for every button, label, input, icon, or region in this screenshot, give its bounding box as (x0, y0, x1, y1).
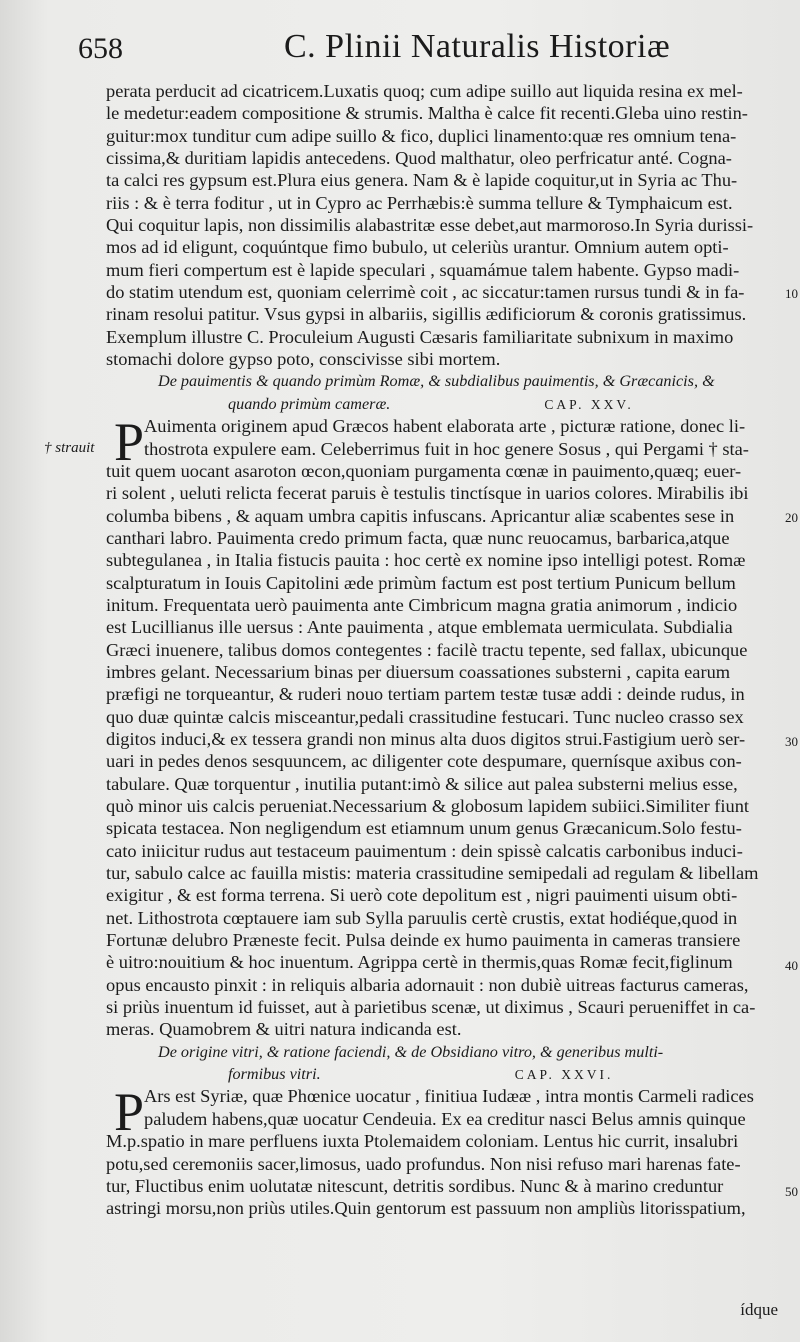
text-line: Græci inuenere, talibus domos contegentes : facilè tractu tepente, sed fallax, ubicunque (106, 639, 748, 660)
text-line: tur, sabulo calce ac fauilla mistis: materia crassitudine semipedali ad regulam & libellam (106, 863, 759, 884)
text-line: uari in pedes denos sesquuncem, ac diligenter cote despumare, quernísque axibus con- (106, 751, 742, 772)
page-header (78, 28, 718, 72)
line-number: 30 (785, 734, 798, 749)
text-line: mum fieri compertum est è lapide speculari , squamámue talem habente. Gypso madi- (106, 259, 740, 280)
text-line: riis : & è terra foditur , ut in Cypro ac Perrhæbis:è summa tellure & Tymphaicum est. (106, 192, 733, 213)
text-line: est Lucillianus ille uersus : Ante pauimenta , atque emblemata uermiculata. Subdialia (106, 617, 733, 638)
margin-note: † strauit (44, 440, 95, 456)
text-line: subtegulanea , in Italia fistucis pauita : hoc certè ex nomine ipso intelligi potest. Romæ (106, 550, 746, 571)
drop-capital: P (114, 1082, 145, 1143)
paragraph-gypsum (106, 80, 786, 370)
text-line: quo duæ quintæ calcis misceantur,pedali crassitudine festucari. Tunc nucleo crasso sex (106, 706, 744, 727)
running-title: C. Plinii Naturalis Historiæ (284, 28, 671, 65)
text-line: net. Lithostrota cœptauere iam sub Sylla paruulis certè crustis, extat hodiéque,quod in (106, 907, 738, 928)
text-line: guitur:mox tunditur cum adipe suillo & fico, duplici linamento:quæ res omnium tena- (106, 125, 737, 146)
text-line: astringi morsu,non priùs utiles.Quin gentorum est passuum non ampliùs litorisspatium, (106, 1198, 746, 1219)
drop-capital: P (114, 412, 145, 473)
folio-number: 658 (78, 32, 123, 65)
text-line: Qui coquitur lapis, non dissimilis alabastritæ esse debet,aut marmoroso.In Syria durissi- (106, 215, 754, 236)
chapter-summary-text: quando primùm cameræ. (228, 394, 391, 413)
text-line: scalpturatum in Iouis Capitolini æde primùm factum est post tertium Punicum bellum (106, 572, 736, 593)
text-line: le medetur:eadem compositione & strumis. Maltha è calce fit recenti.Gleba uino restin- (106, 103, 748, 124)
chapter-summary-cont (106, 1063, 786, 1085)
text-line: stomachi dolore gypso poto, conscivisse sibi mortem. (106, 349, 501, 370)
text-line: Exemplum illustre C. Proculeium Augusti Cæsaris familiaritate subnixum in maximo (106, 326, 734, 347)
text-line: do statim utendum est, quoniam celerrimè coit , ac siccatur:tamen rursus tundi & in fa- (106, 282, 745, 303)
chapter-summary-text: formibus vitri. (228, 1065, 321, 1084)
text-line: si priùs inuentum id fuisset, aut à parietibus scenæ, ut diximus , Scauri perueniffet in ca- (106, 997, 756, 1018)
chapter-label: CAP. XXV. (544, 396, 634, 412)
catchword: ídque (740, 1300, 778, 1319)
text-line: quò minor uis calcis perueniat.Necessarium & globosum lapidem subiici.Similiter fiunt (106, 796, 750, 816)
text-line: cissima,& duritiam lapidis antecedens. Quod malthatur, oleo perfricatur anté. Cogna- (106, 148, 732, 169)
chapter-summary: De origine vitri, & ratione faciendi, & de Obsidiano vitro, & generibus multi- (158, 1042, 664, 1061)
text-line: meras. Quamobrem & uitri natura indicanda est. (106, 1019, 462, 1040)
text-line: præfigi ne torqueantur, & ruderi nouo tertiam partem testæ tusæ addi : deinde rudus, in (106, 684, 745, 705)
chapter-summary: De pauimentis & quando primùm Romæ, & subdialibus pauimentis, & Græcanicis, & (158, 372, 715, 391)
text-line: è uitro:nouitium & hoc inuentum. Agrippa certè in thermis,quas Romæ fecit,figlinum (106, 952, 733, 973)
text-body (106, 80, 786, 1220)
text-line: potu,sed ceremoniis sacer,limosus, uado profundus. Non nisi refuso mari harenas fate- (106, 1153, 741, 1174)
chapter-summary-cont (106, 393, 786, 415)
chapter-heading-26 (106, 1041, 786, 1086)
text-line: opus encausto pinxit : in reliquis albaria adornauit : non dubiè uitreas facturus cameras, (106, 974, 749, 995)
text-line: tuit quem uocant asaroton œcon,quoniam purgamenta cœnæ in pauimento,quæq; euer- (106, 460, 742, 481)
text-line: imbres gelant. Necessarium binas per diuersum coassationes substerni , capita earum (106, 661, 731, 682)
text-line: paludem habens,quæ uocatur Cendeuia. Ex ea creditur nasci Belus amnis quinque (144, 1108, 746, 1129)
text-line: initum. Frequentata uerò pauimenta ante Cimbricum magna gratia animorum , indicio (106, 594, 738, 615)
text-line: thostrota expulere eam. Celeberrimus fuit in hoc genere Sosus , qui Pergami † sta- (144, 438, 749, 459)
line-number: 20 (785, 510, 798, 525)
line-number: 50 (785, 1184, 798, 1199)
text-line: columba bibens , & aquam umbra capitis infuscans. Apricantur aliæ scabentes sese in (106, 505, 735, 526)
chapter-label: CAP. XXVI. (514, 1067, 614, 1083)
text-line: exigitur , & est forma terrena. Si uerò cote depolitum est , nigri pauimenti uisum obti- (106, 885, 738, 906)
line-number: 40 (785, 958, 798, 973)
text-line: perata perducit ad cicatricem.Luxatis quoq; cum adipe suillo aut liquida resina ex mel- (106, 81, 743, 101)
text-line: tur, Fluctibus enim uolutatæ nitescunt, detritis sordibus. Nunc & à marino creduntur (106, 1175, 724, 1196)
text-line: Ars est Syriæ, quæ Phœnice uocatur , finitiua Iudææ , intra montis Carmeli radices (144, 1086, 754, 1107)
text-line: M.p.spatio in mare perfluens iuxta Ptolemaidem coloniam. Lentus hic currit, insalubri (106, 1131, 739, 1152)
chapter-heading-25 (106, 370, 786, 415)
text-line: Fortunæ delubro Præneste fecit. Pulsa deinde ex humo pauimenta in cameras transiere (106, 930, 741, 951)
paragraph-glass (106, 1082, 786, 1219)
line-number: 10 (785, 286, 798, 301)
text-line: tabulare. Quæ torquentur , inutilia putant:imò & silice aut palea substerni melius esse, (106, 773, 738, 794)
text-line: canthari labro. Pauimenta credo primum facta, quæ nunc reuocamus, barbarica,atque (106, 527, 730, 548)
text-line: spicata testacea. Non negligendum est etiamnum unum genus Græcanicum.Solo festu- (106, 818, 742, 839)
text-line: Auimenta originem apud Græcos habent elaborata arte , picturæ ratione, donec li- (144, 416, 746, 437)
text-line: mos ad id eligunt, coquúntque fimo bubulo, ut celeriùs urantur. Omnium autem opti- (106, 237, 729, 258)
text-line: ri solent , ueluti relicta fecerat paruis è testulis tinctísque in uarios colores. Mirabilis ibi (106, 483, 749, 504)
paragraph-pavements (106, 412, 786, 1041)
text-line: digitos induci,& ex tessera grandi non minus alta duos digitos strui.Fastigium uerò ser- (106, 728, 746, 749)
text-line: cato iniicitur rudus aut testaceum pauimentum : dein spissè calcatis carbonibus induci- (106, 840, 743, 861)
text-line: rinam resolui patitur. Vsus gypsi in albariis, sigillis ædificiorum & coronis gratissimus. (106, 304, 747, 325)
text-line: ta calci res gypsum est.Plura eius genera. Nam & è lapide coquitur,ut in Syria ac Thu- (106, 170, 738, 191)
